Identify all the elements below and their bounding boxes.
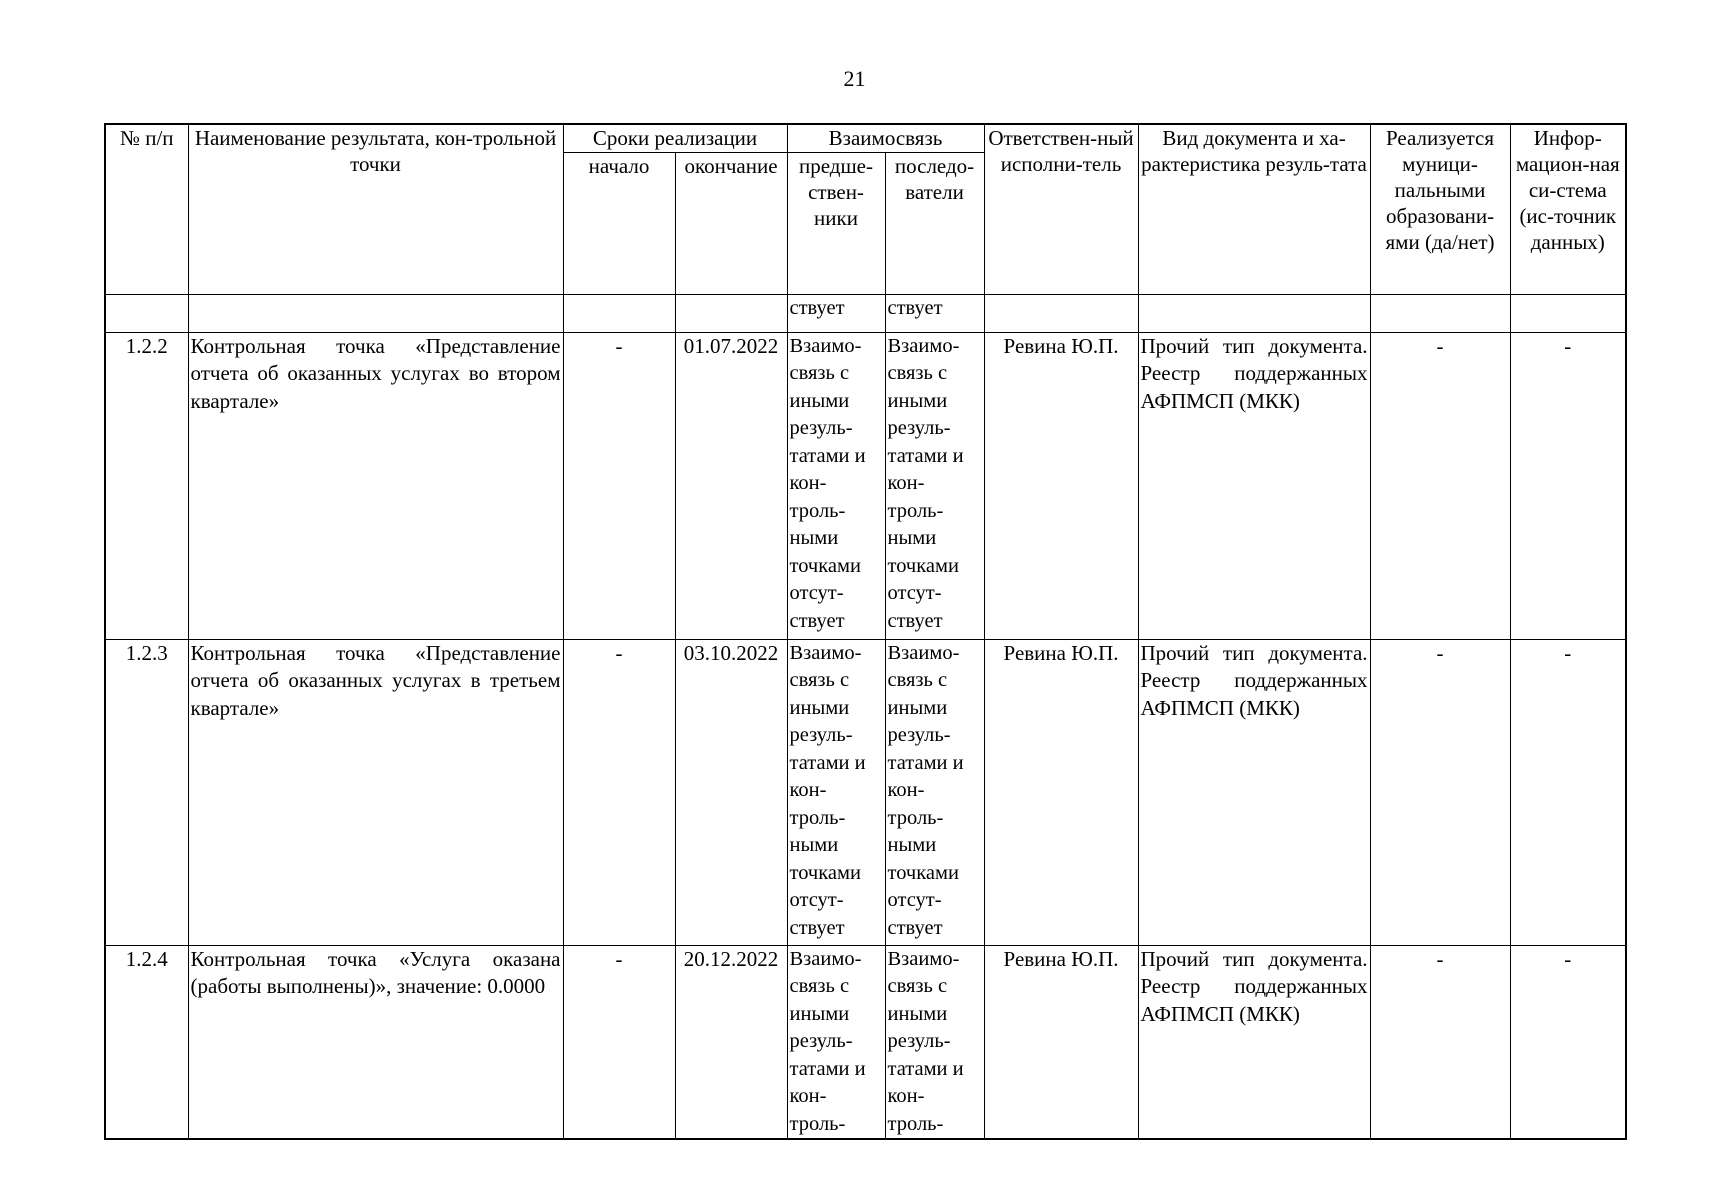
col-header-info-system: Инфор-мацион-ная си-стема (ис-точник данных) bbox=[1510, 124, 1626, 294]
row-document: Прочий тип документа. Реестр поддержанных АФПМСП (МКК) bbox=[1138, 332, 1370, 639]
link-text-line: Взаимо- bbox=[887, 947, 960, 970]
link-text-line: связь с bbox=[887, 975, 948, 997]
row-name: Контрольная точка «Услуга оказана (работы выполнены)», значение: 0.0000 bbox=[188, 945, 563, 1139]
link-text-line: точками bbox=[887, 554, 959, 577]
link-text-line: отсут- bbox=[789, 582, 844, 604]
link-text-line: резуль- bbox=[887, 724, 951, 746]
link-text-line: татами и bbox=[887, 444, 964, 467]
link-text-line: кон- bbox=[887, 779, 925, 801]
table-row bbox=[105, 639, 1626, 945]
link-text-line: кон- bbox=[789, 472, 827, 494]
row-info-system: - bbox=[1510, 945, 1626, 1139]
row-name: Контрольная точка «Представление отчета об оказанных услугах во втором квартале» bbox=[188, 332, 563, 639]
col-header-municipal: Реализуется муници-пальными образовани-ями (да/нет) bbox=[1370, 124, 1510, 294]
row-successors bbox=[885, 945, 984, 1139]
link-text-line: иными bbox=[789, 1002, 850, 1025]
link-text-line: кон- bbox=[887, 1085, 925, 1107]
continuation-row bbox=[105, 294, 1626, 332]
col-header-terms: Сроки реализации bbox=[563, 124, 787, 152]
row-end: 01.07.2022 bbox=[675, 332, 787, 639]
link-text-line: отсут- bbox=[887, 889, 942, 911]
link-text-line: троль- bbox=[789, 806, 846, 829]
link-text-line: Взаимо- bbox=[789, 947, 862, 970]
row-start: - bbox=[563, 332, 675, 639]
link-text-line: резуль- bbox=[887, 1030, 951, 1052]
row-document: Прочий тип документа. Реестр поддержанных АФПМСП (МКК) bbox=[1138, 639, 1370, 945]
col-header-end: окончание bbox=[675, 152, 787, 294]
link-text-line: резуль- bbox=[789, 1030, 853, 1052]
table-row bbox=[105, 332, 1626, 639]
continuation-predecessors: ствует bbox=[787, 294, 885, 332]
header-row-top bbox=[105, 124, 1626, 152]
link-text-line: татами и bbox=[887, 1057, 964, 1080]
row-predecessors bbox=[787, 332, 885, 639]
link-text-line: иными bbox=[887, 696, 948, 719]
results-table bbox=[104, 123, 1627, 1140]
link-text-line: точками bbox=[887, 861, 959, 884]
row-number: 1.2.2 bbox=[105, 332, 188, 639]
row-responsible: Ревина Ю.П. bbox=[984, 639, 1138, 945]
link-text-line: татами и bbox=[887, 751, 964, 774]
continuation-successors: ствует bbox=[885, 294, 984, 332]
link-text-line: ствует bbox=[887, 609, 943, 632]
col-header-responsible: Ответствен-ный исполни-тель bbox=[984, 124, 1138, 294]
link-text-line: иными bbox=[887, 389, 948, 412]
link-text-line: резуль- bbox=[789, 724, 853, 746]
link-text-line: иными bbox=[789, 389, 850, 412]
link-text-line: ными bbox=[789, 527, 839, 549]
row-number: 1.2.3 bbox=[105, 639, 188, 945]
row-end: 03.10.2022 bbox=[675, 639, 787, 945]
col-header-start: начало bbox=[563, 152, 675, 294]
link-text-line: связь с bbox=[789, 975, 850, 997]
link-text-line: связь с bbox=[887, 362, 948, 384]
link-text-line: Взаимо- bbox=[887, 334, 960, 357]
link-text-line: ными bbox=[887, 527, 937, 549]
link-text-line: ными bbox=[789, 834, 839, 856]
col-header-successors: последо-ватели bbox=[885, 152, 984, 294]
link-text-line: татами и bbox=[789, 444, 866, 467]
row-successors bbox=[885, 332, 984, 639]
row-number: 1.2.4 bbox=[105, 945, 188, 1139]
link-text-line: кон- bbox=[887, 472, 925, 494]
link-text-line: татами и bbox=[789, 1057, 866, 1080]
row-info-system: - bbox=[1510, 639, 1626, 945]
link-text-line: троль- bbox=[789, 499, 846, 522]
row-municipal: - bbox=[1370, 639, 1510, 945]
link-text-line: ствует bbox=[789, 609, 845, 632]
row-start: - bbox=[563, 945, 675, 1139]
link-text-line: троль- bbox=[789, 1112, 846, 1135]
link-text-line: иными bbox=[789, 696, 850, 719]
link-text-line: точками bbox=[789, 861, 861, 884]
row-document: Прочий тип документа. Реестр поддержанных АФПМСП (МКК) bbox=[1138, 945, 1370, 1139]
row-start: - bbox=[563, 639, 675, 945]
link-text-line: отсут- bbox=[789, 889, 844, 911]
link-text-line: связь с bbox=[789, 669, 850, 691]
row-responsible: Ревина Ю.П. bbox=[984, 945, 1138, 1139]
link-text-line: ствует bbox=[887, 916, 943, 939]
link-text-line: ствует bbox=[789, 916, 845, 939]
row-responsible: Ревина Ю.П. bbox=[984, 332, 1138, 639]
link-text-line: троль- bbox=[887, 499, 944, 522]
link-text-line: резуль- bbox=[789, 417, 853, 439]
link-text-line: Взаимо- bbox=[789, 334, 862, 357]
row-end: 20.12.2022 bbox=[675, 945, 787, 1139]
page-number: 21 bbox=[843, 66, 866, 91]
link-text-line: ными bbox=[887, 834, 937, 856]
link-text-line: кон- bbox=[789, 779, 827, 801]
col-header-number: № п/п bbox=[105, 124, 188, 294]
link-text-line: татами и bbox=[789, 751, 866, 774]
row-predecessors bbox=[787, 639, 885, 945]
link-text-line: отсут- bbox=[887, 582, 942, 604]
link-text-line: кон- bbox=[789, 1085, 827, 1107]
row-municipal: - bbox=[1370, 332, 1510, 639]
link-text-line: точками bbox=[789, 554, 861, 577]
col-header-link: Взаимосвязь bbox=[787, 124, 984, 152]
row-successors bbox=[885, 639, 984, 945]
link-text-line: Взаимо- bbox=[887, 641, 960, 664]
row-municipal: - bbox=[1370, 945, 1510, 1139]
link-text-line: Взаимо- bbox=[789, 641, 862, 664]
table-row bbox=[105, 945, 1626, 1139]
row-info-system: - bbox=[1510, 332, 1626, 639]
link-text-line: связь с bbox=[789, 362, 850, 384]
link-text-line: резуль- bbox=[887, 417, 951, 439]
link-text-line: иными bbox=[887, 1002, 948, 1025]
link-text-line: троль- bbox=[887, 1112, 944, 1135]
col-header-document: Вид документа и ха-рактеристика резуль-тата bbox=[1138, 124, 1370, 294]
row-predecessors bbox=[787, 945, 885, 1139]
col-header-name: Наименование результата, кон-трольной точки bbox=[188, 124, 563, 294]
row-name: Контрольная точка «Представление отчета об оказанных услугах в третьем квартале» bbox=[188, 639, 563, 945]
link-text-line: троль- bbox=[887, 806, 944, 829]
link-text-line: связь с bbox=[887, 669, 948, 691]
col-header-predecessors: предше-ствен-ники bbox=[787, 152, 885, 294]
